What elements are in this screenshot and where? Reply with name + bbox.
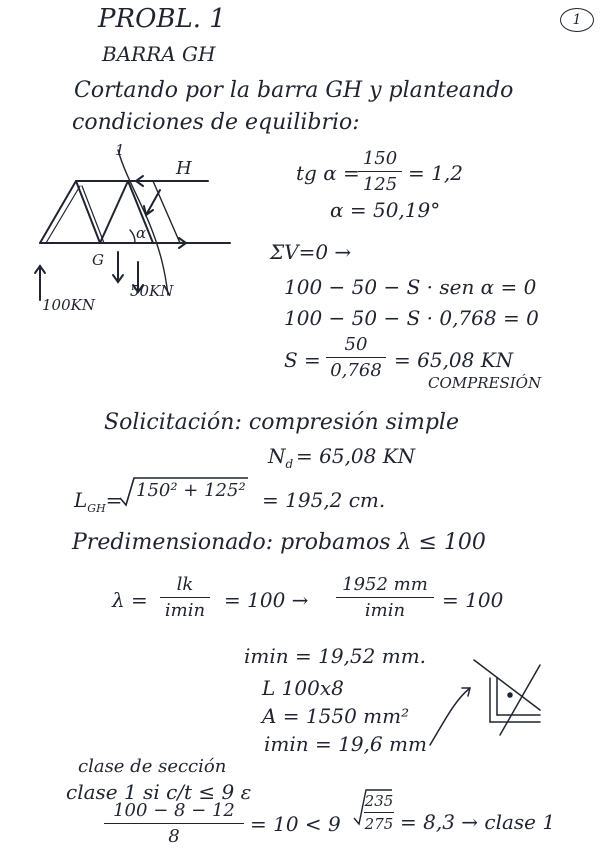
lambda-den-1: imin xyxy=(164,600,206,621)
intro-line-2: condiciones de equilibrio: xyxy=(72,110,360,135)
lambda-result: = 100 xyxy=(442,588,504,612)
class-condition: clase 1 si c/t ≤ 9 ε xyxy=(66,780,252,804)
lambda-middle: = 100 → xyxy=(224,588,309,612)
label-cut: 1 xyxy=(115,141,125,159)
class-fraction xyxy=(104,800,244,847)
equation-1: 100 − 50 − S · sen α = 0 xyxy=(284,275,537,299)
truss-diagonal xyxy=(40,181,76,243)
class-numerator: 100 − 8 − 12 xyxy=(113,800,235,821)
sqrt-denominator: 275 xyxy=(364,815,394,833)
solicitation-line: Solicitación: compresión simple xyxy=(104,410,459,435)
imin-required: imin = 19,52 mm. xyxy=(244,644,427,668)
section-area: A = 1550 mm² xyxy=(262,704,410,728)
imin-actual: imin = 19,6 mm xyxy=(264,732,427,756)
class-result: = 8,3 → clase 1 xyxy=(400,810,556,834)
compression-note: COMPRESIÓN xyxy=(428,374,542,392)
intro-line-1: Cortando por la barra GH y planteando xyxy=(74,78,514,103)
lambda-den-2: imin xyxy=(364,600,406,621)
load-left-label: 100KN xyxy=(42,296,95,314)
s-numerator: 50 xyxy=(344,334,368,355)
section-cut-line xyxy=(118,150,168,295)
design-axial-value: = 65,08 KN xyxy=(296,444,416,468)
label-alpha: α xyxy=(136,224,147,242)
length-radicand: 150² + 125² xyxy=(136,480,246,501)
tan-denominator: 125 xyxy=(362,174,398,195)
s-fraction xyxy=(326,334,386,381)
truss-diagonal xyxy=(76,181,100,243)
tan-result: = 1,2 xyxy=(408,161,463,185)
tan-fraction xyxy=(358,148,402,195)
truss-diagonal xyxy=(100,181,128,243)
problem-title: PROBL. 1 xyxy=(98,4,226,34)
label-g: G xyxy=(92,251,104,269)
predimension-line: Predimensionado: probamos λ ≤ 100 xyxy=(72,530,486,555)
lambda-fraction-1 xyxy=(160,574,210,621)
alpha-value: α = 50,19° xyxy=(330,198,441,222)
design-axial-label: $N_d$ xyxy=(268,444,294,471)
lambda-num-2: 1952 mm xyxy=(342,574,428,595)
s-result: = 65,08 KN xyxy=(394,348,514,372)
s-label: S = xyxy=(284,348,321,372)
s-denominator: 0,768 xyxy=(330,360,382,381)
sum-vertical: ΣV=0 → xyxy=(270,240,352,264)
equation-2: 100 − 50 − S · 0,768 = 0 xyxy=(284,306,539,330)
class-middle: = 10 < 9 xyxy=(250,812,341,836)
class-heading: clase de sección xyxy=(78,756,227,777)
sqrt-numerator: 235 xyxy=(364,792,394,810)
bar-name: BARRA GH xyxy=(102,42,216,66)
lambda-fraction-2 xyxy=(336,574,434,621)
load-right-label: 50KN xyxy=(130,282,174,300)
length-result: = 195,2 cm. xyxy=(262,488,386,512)
class-sqrt-fraction xyxy=(364,792,394,833)
label-h: H xyxy=(176,158,192,179)
tan-alpha-label: tg α = xyxy=(296,161,360,185)
length-label: $L_{GH}=$ xyxy=(74,488,123,515)
page-number: 1 xyxy=(560,8,594,32)
lambda-label: λ = xyxy=(112,588,148,612)
profile-size: L 100x8 xyxy=(262,676,344,700)
lambda-num-1: lk xyxy=(176,574,194,595)
force-arrow-gh xyxy=(146,190,160,215)
class-denominator: 8 xyxy=(168,826,180,847)
angle-section-sketch xyxy=(430,660,540,745)
tan-numerator: 150 xyxy=(362,148,398,169)
